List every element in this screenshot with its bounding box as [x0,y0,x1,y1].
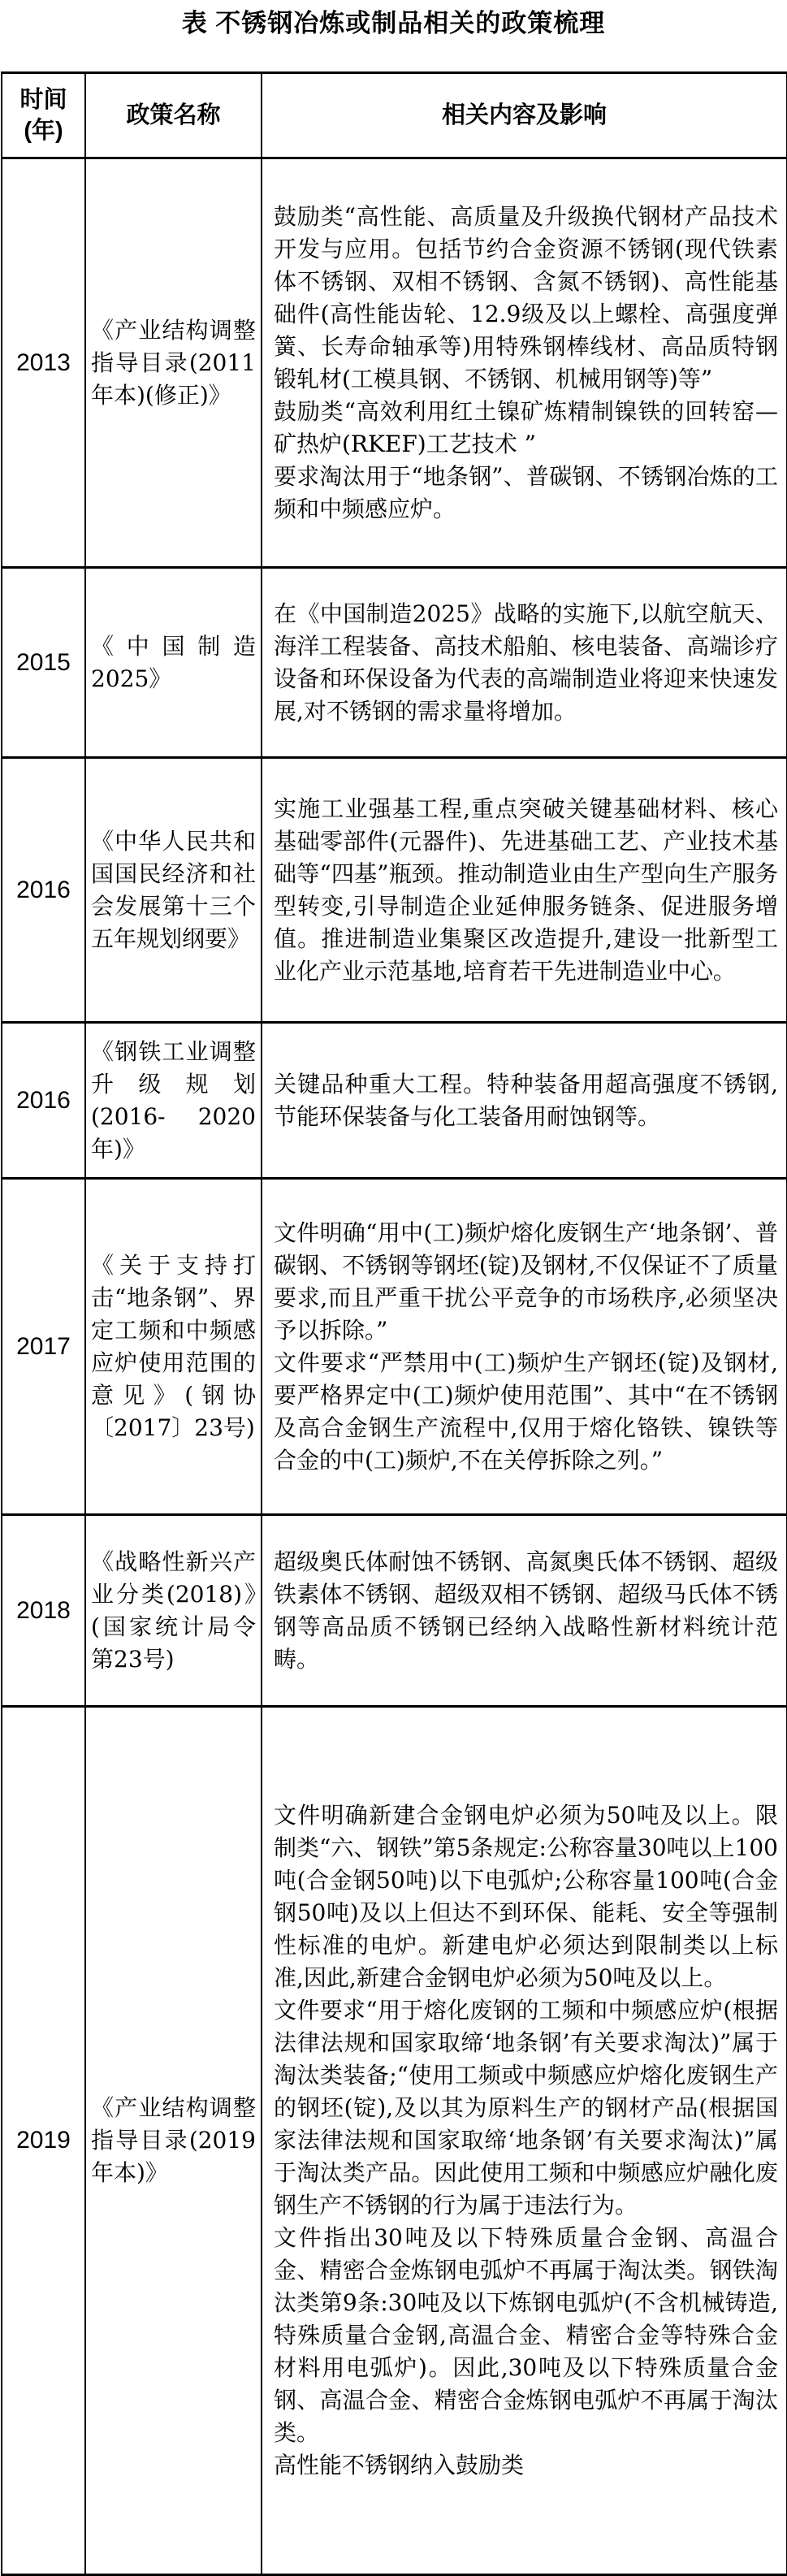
content-paragraph: 实施工业强基工程,重点突破关键基础材料、核心基础零部件(元器件)、先进基础工艺、产业技术基础等“四基”瓶颈。推动制造业由生产型向生产服务型转变,引导制造企业延伸服务链条、促进服务增值。推进制造业集聚区改造提升,建设一批新型工业化产业示范基地,培育若干先进制造业中心。 [274,794,778,985]
year-cell: 2018 [2,1515,85,1707]
content-paragraph: 文件要求“严禁用中(工)频炉生产钢坯(锭)及钢材,要严格界定中(工)频炉使用范围”、其中“在不锈钢及高合金钢生产流程中,仅用于熔化铬铁、镍铁等合金的中(工)频炉,不在关停拆除之列。” [274,1349,778,1474]
content-cell [262,1023,787,1179]
policy-cell: 《关于支持打击“地条钢”、界定工频和中频感应炉使用范围的意见》(钢协〔2017〕23号) [85,1179,262,1515]
header-time-line1: 时间 [19,87,67,113]
content-paragraph: 要求淘汰用于“地条钢”、普碳钢、不锈钢冶炼的工频和中频感应炉。 [274,462,778,522]
page-title: 表 不锈钢冶炼或制品相关的政策梳理 [181,9,606,37]
year-cell: 2017 [2,1179,85,1515]
content-cell [262,758,787,1023]
content-paragraph: 高性能不锈钢纳入鼓励类 [274,2452,525,2479]
table-header-row [2,73,787,158]
content-paragraph: 鼓励类“高性能、高质量及升级换代钢材产品技术开发与应用。包括节约合金资源不锈钢(现代铁素体不锈钢、双相不锈钢、含氮不锈钢)、高性能基础件(高性能齿轮、12.9级及以上螺栓、高强度弹簧、长寿命轴承等)用特殊钢棒线材、高品质特钢锻轧材(工模具钢、不锈钢、机械用钢等)等” [274,202,778,392]
policy-table [1,71,787,2576]
table-row [2,1179,787,1515]
header-time [2,73,85,158]
table-row [2,1023,787,1179]
table-row [2,158,787,568]
policy-cell: 《产业结构调整指导目录(2011 年本)(修正)》 [85,158,262,568]
content-cell [262,568,787,758]
policy-cell: 《产业结构调整指导目录(2019年本)》 [85,1707,262,2575]
content-paragraph: 文件明确“用中(工)频炉熔化废钢生产‘地条钢’、普碳钢、不锈钢等钢坯(锭)及钢材,不仅保证不了质量要求,而且严重干扰公平竞争的市场秩序,必须坚决予以拆除。” [274,1219,778,1344]
content-paragraph: 文件明确新建合金钢电炉必须为50吨及以上。限制类“六、钢铁”第5条规定:公称容量30吨以上100吨(合金钢50吨)以下电弧炉;公称容量100吨(合金钢50吨)及以上但达不到环保、能耗、安全等强制性标准的电炉。新建电炉必须达到限制类以上标准,因此,新建合金钢电炉必须为50吨及以上。 [274,1802,778,1991]
policy-cell: 《战略性新兴产业分类(2018)》(国家统计局令第23号) [85,1515,262,1707]
policy-cell: 《钢铁工业调整升级规划(2016- 2020年)》 [85,1023,262,1179]
content-paragraph: 关键品种重大工程。特种装备用超高强度不锈钢,节能环保装备与化工装备用耐蚀钢等。 [274,1070,778,1130]
content-paragraph: 文件指出30吨及以下特殊质量合金钢、高温合金、精密合金炼钢电弧炉不再属于淘汰类。钢铁淘汰类第9条:30吨及以下炼钢电弧炉(不含机械铸造,特殊质量合金钢,高温合金、精密合金等特殊合金材料用电弧炉)。因此,30吨及以下特殊质量合金钢、高温合金、精密合金炼钢电弧炉不再属于淘汰类。 [274,2224,778,2446]
policy-cell: 《中国制造2025》 [85,568,262,758]
year-cell: 2013 [2,158,85,568]
table-row [2,568,787,758]
content-cell [262,1707,787,2575]
header-time-line2: (年) [24,118,63,144]
year-cell: 2016 [2,758,85,1023]
content-paragraph: 在《中国制造2025》战略的实施下,以航空航天、海洋工程装备、高技术船舶、核电装备、高端诊疗设备和环保设备为代表的高端制造业将迎来快速发展,对不锈钢的需求量将增加。 [274,600,778,725]
content-cell [262,1515,787,1707]
content-paragraph: 鼓励类“高效利用红土镍矿炼精制镍铁的回转窑—矿热炉(RKEF)工艺技术 ” [274,397,778,457]
header-policy: 政策名称 [85,73,262,158]
content-paragraph: 超级奥氏体耐蚀不锈钢、高氮奥氏体不锈钢、超级铁素体不锈钢、超级双相不锈钢、超级马氏体不锈钢等高品质不锈钢已经纳入战略性新材料统计范畴。 [274,1548,778,1673]
table-row [2,1707,787,2575]
content-paragraph: 文件要求“用于熔化废钢的工频和中频感应炉(根据法律法规和国家取缔‘地条钢’有关要求淘汰)”属于淘汰类装备;“使用工频或中频感应炉熔化废钢生产的钢坯(锭),及以其为原料生产的钢材产品(根据国家法律法规和国家取缔‘地条钢’有关要求淘汰)”属于淘汰类产品。因此使用工频和中频感应炉融化废钢生产不锈钢的行为属于违法行为。 [274,1997,778,2219]
content-cell [262,1179,787,1515]
table-row [2,758,787,1023]
table-row [2,1515,787,1707]
year-cell: 2019 [2,1707,85,2575]
year-cell: 2016 [2,1023,85,1179]
content-cell [262,158,787,568]
header-content: 相关内容及影响 [262,73,787,158]
policy-cell: 《中华人民共和国国民经济和社会发展第十三个五年规划纲要》 [85,758,262,1023]
year-cell: 2015 [2,568,85,758]
